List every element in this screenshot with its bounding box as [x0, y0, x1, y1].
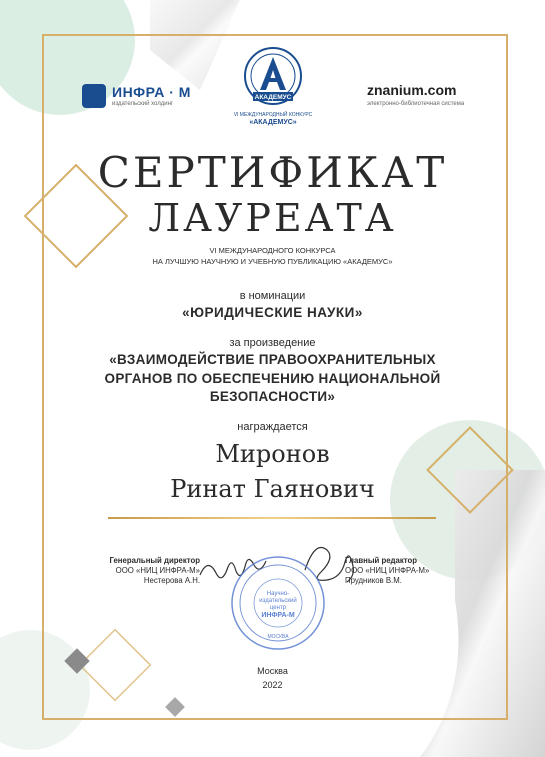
work-title-line-1: «ВЗАИМОДЕЙСТВИЕ ПРАВООХРАНИТЕЛЬНЫХ — [109, 352, 436, 367]
stamp-line-1: Научно- — [266, 591, 290, 597]
signatory-left-name: Нестерова А.Н. — [143, 576, 200, 585]
contest-line-1: VI МЕЖДУНАРОДНОГО КОНКУРСА — [209, 246, 336, 255]
awarded-label: награждается — [237, 421, 308, 433]
znanium-name: znanium.com — [367, 82, 457, 98]
infra-m-name: ИНФРА · М — [112, 84, 191, 100]
academus-emblem-text: АКАДЕМУС — [254, 94, 292, 101]
nomination-label: в номинации — [239, 290, 306, 302]
work-label: за произведение — [229, 337, 316, 349]
stamp-line-2: издательский — [259, 598, 297, 604]
stamp-line-4: ИНФРА-М — [261, 612, 295, 619]
nomination-value: «ЮРИДИЧЕСКИЕ НАУКИ» — [182, 305, 363, 320]
signatory-left-org: ООО «НИЦ ИНФРА-М» — [115, 566, 200, 575]
certificate-subtitle: ЛАУРЕАТА — [148, 196, 397, 240]
infra-m-subtitle: издательский холдинг — [112, 101, 174, 107]
work-title-line-3: БЕЗОПАСНОСТИ» — [209, 389, 336, 404]
work-title-line-2: ОРГАНОВ ПО ОБЕСПЕЧЕНИЮ НАЦИОНАЛЬНОЙ — [104, 370, 441, 386]
signatory-right-org: ООО «НИЦ ИНФРА-М» — [345, 566, 430, 575]
contest-line-2: НА ЛУЧШУЮ НАУЧНУЮ И УЧЕБНУЮ ПУБЛИКАЦИЮ «АКАДЕМУС» — [152, 257, 393, 266]
signatory-right-name: Прудников В.М. — [345, 576, 402, 585]
footer-year: 2022 — [262, 680, 283, 690]
stamp-ring-city: МОСКВА — [267, 634, 289, 640]
academus-caption-line2: «АКАДЕМУС» — [249, 119, 297, 126]
certificate-title: СЕРТИФИКАТ — [97, 148, 448, 197]
academus-caption-line1: VI МЕЖДУНАРОДНЫЙ КОНКУРС — [233, 112, 313, 118]
stamp-line-3: центр — [269, 605, 287, 611]
znanium-subtitle: электронно-библиотечная система — [367, 101, 465, 107]
recipient-given-names: Ринат Гаянович — [170, 475, 375, 503]
stamp-icon — [228, 553, 328, 653]
recipient-surname: Миронов — [215, 440, 330, 468]
signatory-right-role: Главный редактор — [345, 556, 417, 565]
signatory-left-role: Генеральный директор — [109, 556, 200, 565]
footer-city: Москва — [257, 666, 288, 676]
